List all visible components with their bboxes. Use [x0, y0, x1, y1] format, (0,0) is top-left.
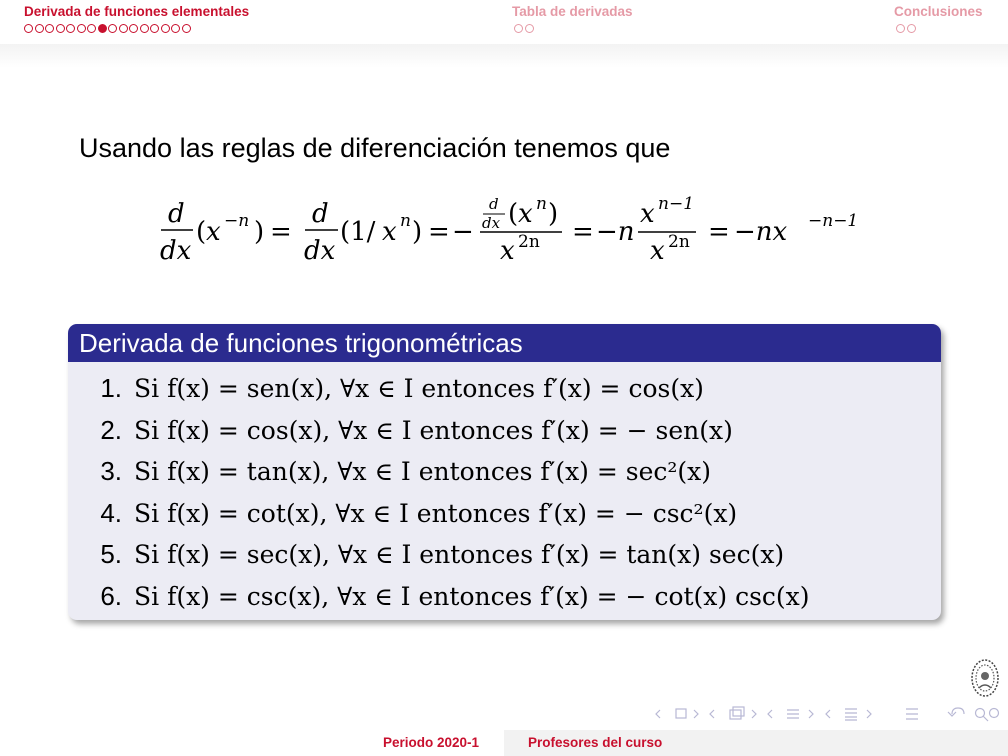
item-text: Si f(x) = csc(x), ∀x ∈ I entonces f′(x) = − cot(x) csc(x)	[134, 581, 810, 611]
power-rule-equation	[160, 192, 880, 272]
list-item	[68, 534, 941, 576]
block-title: Derivada de funciones trigonométricas	[68, 324, 941, 362]
beamer-navigation-bar	[652, 704, 1002, 724]
header-bar	[0, 0, 1008, 44]
slide-dot[interactable]	[77, 24, 86, 33]
eq-one-over: (1/	[340, 217, 376, 247]
item-number: 4.	[100, 497, 122, 528]
eq-paren: )	[254, 217, 265, 247]
slide-dot[interactable]	[87, 24, 96, 33]
trig-derivatives-list	[68, 368, 941, 617]
eq-d: d	[168, 199, 185, 229]
slide-dot[interactable]	[35, 24, 44, 33]
current-slide-dot[interactable]	[98, 24, 107, 33]
slide-dot[interactable]	[171, 24, 180, 33]
slide-dot[interactable]	[56, 24, 65, 33]
eq-minus-n: −n	[596, 217, 635, 247]
item-text: Si f(x) = cos(x), ∀x ∈ I entonces f′(x) = − sen(x)	[134, 415, 733, 445]
search-icon[interactable]	[976, 709, 999, 722]
nav-section-derivada[interactable]: Derivada de funciones elementales	[24, 4, 250, 19]
slide-dot[interactable]	[140, 24, 149, 33]
footer-period-text: Periodo 2020-1	[382, 735, 479, 750]
eq-equals: =	[270, 217, 292, 247]
section-progress-dots	[514, 24, 534, 36]
slide-dot[interactable]	[896, 24, 905, 33]
eq-x: x	[518, 199, 533, 229]
list-item	[68, 576, 941, 618]
eq-exp-n: n	[536, 194, 547, 214]
slide-dot[interactable]	[525, 24, 534, 33]
nav-back-icon[interactable]	[948, 708, 964, 716]
eq-exp-neg-n-minus-1: −n−1	[808, 211, 859, 231]
eq-equals: =	[708, 217, 730, 247]
list-item	[68, 368, 941, 410]
item-number: 6.	[100, 580, 122, 611]
eq-paren: )	[412, 217, 423, 247]
slide-dot[interactable]	[129, 24, 138, 33]
eq-x: x	[640, 199, 655, 229]
nav-align-icon[interactable]	[906, 709, 918, 719]
slide-dot[interactable]	[45, 24, 54, 33]
eq-paren: (	[196, 217, 207, 247]
slide-dot[interactable]	[119, 24, 128, 33]
section-progress-dots	[896, 24, 916, 36]
item-text: Si f(x) = sen(x), ∀x ∈ I entonces f′(x) = cos(x)	[134, 374, 704, 404]
section-progress-dots	[24, 24, 191, 36]
eq-exp-n-minus-1: n−1	[658, 194, 695, 214]
nav-section-icon[interactable]	[826, 709, 871, 720]
eq-minus-nx: −nx	[734, 217, 788, 247]
eq-x: x	[382, 217, 397, 247]
trig-derivatives-block	[68, 324, 941, 620]
item-number: 1.	[100, 373, 122, 404]
intro-text: Usando las reglas de diferenciación tenemos que	[79, 133, 671, 163]
eq-minus: −	[452, 217, 474, 247]
nav-subsection-icon[interactable]	[768, 710, 813, 718]
slide-dot[interactable]	[907, 24, 916, 33]
eq-x: x	[206, 217, 221, 247]
slide-dot[interactable]	[514, 24, 523, 33]
slide-dot[interactable]	[108, 24, 117, 33]
nav-frame-icon[interactable]	[710, 707, 756, 719]
slide-dot[interactable]	[24, 24, 33, 33]
eq-paren: (	[508, 199, 519, 229]
eq-exp-n: n	[400, 211, 411, 231]
eq-dx: dx	[160, 236, 192, 266]
eq-d: d	[312, 199, 329, 229]
list-item	[68, 410, 941, 452]
item-number: 3.	[100, 456, 122, 487]
slide-dot[interactable]	[161, 24, 170, 33]
eq-x: x	[650, 236, 665, 266]
eq-exp-2n: 2n	[668, 232, 690, 252]
eq-equals: =	[428, 217, 450, 247]
footer-period	[0, 730, 504, 756]
slide-dot[interactable]	[150, 24, 159, 33]
eq-paren: )	[548, 199, 559, 229]
item-text: Si f(x) = cot(x), ∀x ∈ I entonces f′(x) = − csc²(x)	[134, 498, 738, 528]
nav-section-tabla[interactable]: Tabla de derivadas	[512, 4, 633, 19]
item-text: Si f(x) = sec(x), ∀x ∈ I entonces f′(x) = tan(x) sec(x)	[134, 540, 785, 570]
nav-first-icon[interactable]	[656, 709, 698, 718]
eq-equals: =	[572, 217, 594, 247]
eq-d-small: d	[489, 195, 499, 213]
eq-exp-2n: 2n	[518, 232, 540, 252]
footer-authors: Profesores del curso	[504, 730, 1008, 756]
item-number: 5.	[100, 539, 122, 570]
item-number: 2.	[100, 414, 122, 445]
nav-section-conclusiones[interactable]: Conclusiones	[894, 4, 983, 19]
list-item	[68, 451, 941, 493]
item-text: Si f(x) = tan(x), ∀x ∈ I entonces f′(x) = sec²(x)	[134, 457, 712, 487]
university-logo-icon	[970, 658, 1000, 698]
eq-dx-small: dx	[482, 214, 501, 232]
slide-dot[interactable]	[66, 24, 75, 33]
eq-dx: dx	[304, 236, 336, 266]
eq-x: x	[500, 236, 515, 266]
header-shadow	[0, 44, 1008, 68]
eq-exp-neg-n: −n	[224, 211, 250, 231]
list-item	[68, 493, 941, 535]
slide-dot[interactable]	[182, 24, 191, 33]
